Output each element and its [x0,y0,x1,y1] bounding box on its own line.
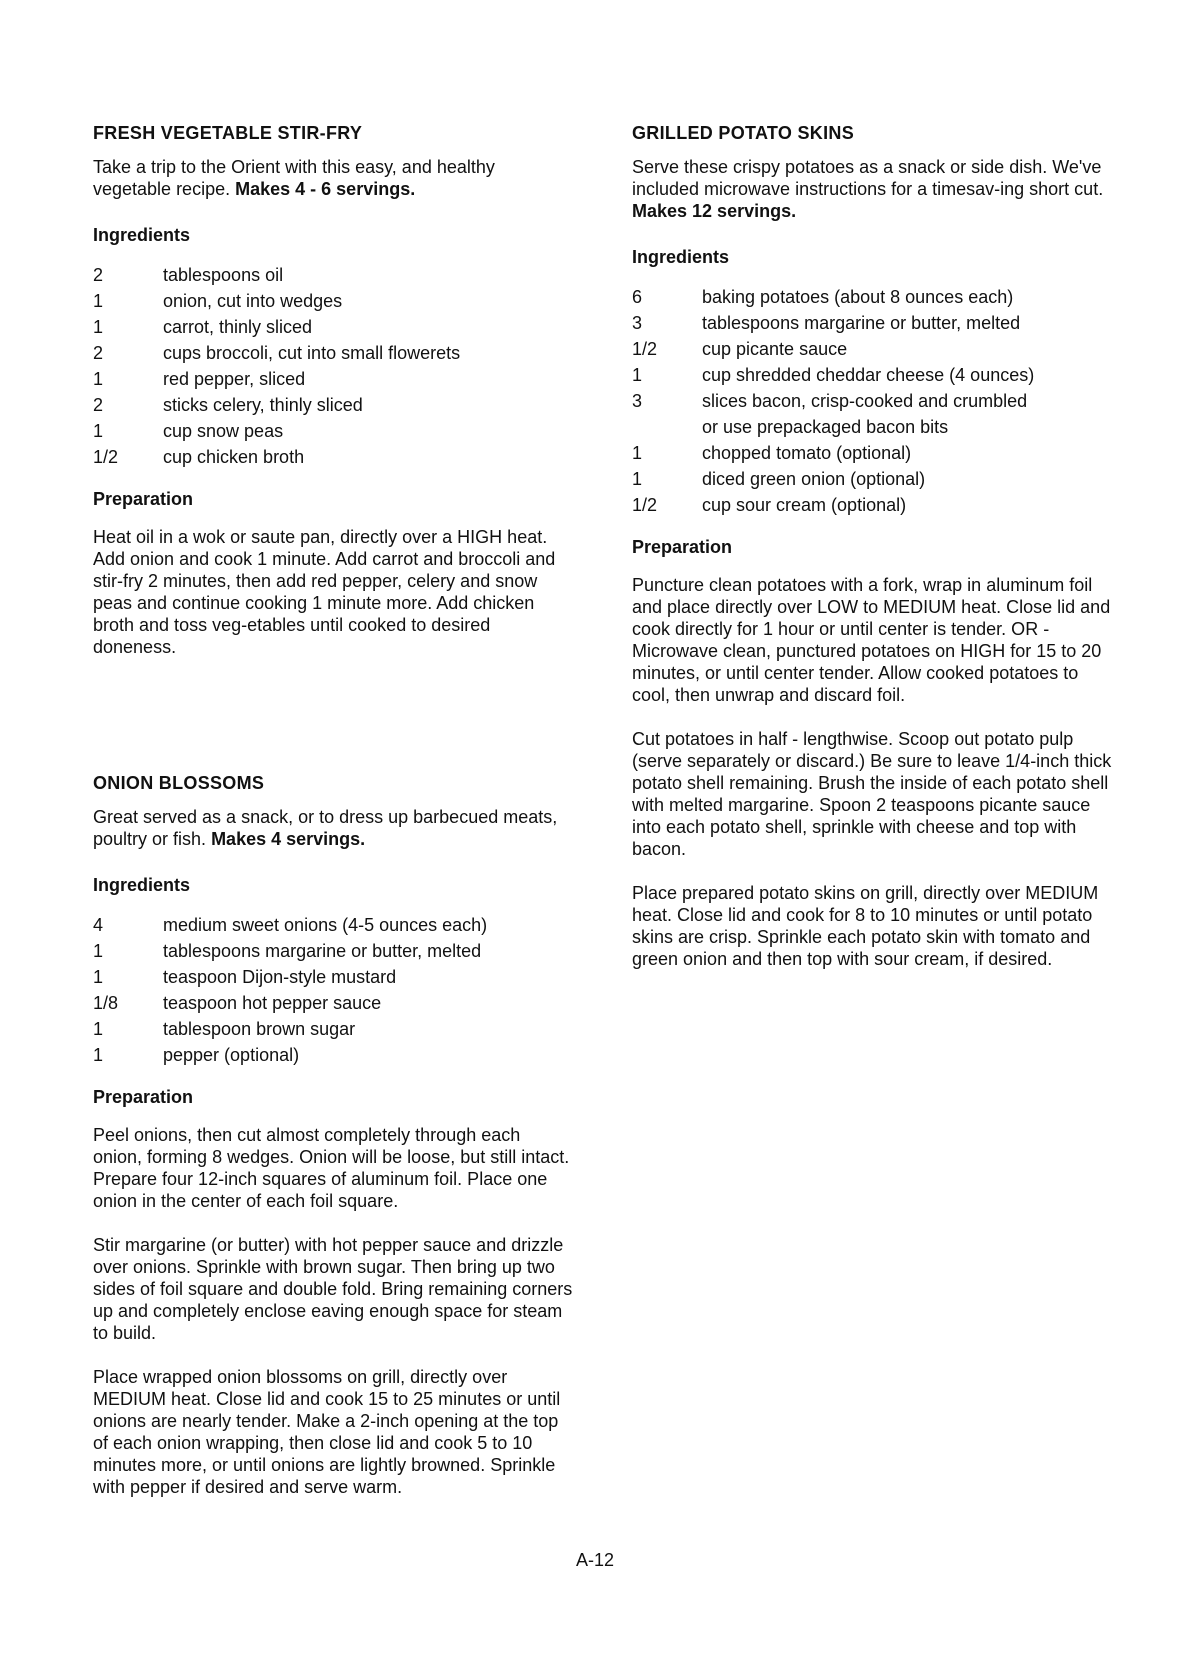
ingredient-description: teaspoon Dijon-style mustard [163,967,397,987]
recipe-intro: Serve these crispy potatoes as a snack or side dish. We've included microwave instructions for a timesav-ing short cut. Makes 12 servings. [632,157,1104,221]
right-column [632,122,1112,992]
recipe-title: GRILLED POTATO SKINS [632,123,855,143]
ingredients-heading: Ingredients [632,247,730,267]
ingredient-quantity: 1 [93,369,104,389]
ingredient-row [93,990,573,1016]
preparation-paragraph: Cut potatoes in half - lengthwise. Scoop out potato pulp (serve separately or discard.) Be sure to leave 1/4-inch thick potato shell remaining. Brush the inside of each potato shell with melted margarine. Spoon 2 teaspoons picante sauce into each potato shell, sprinkle with cheese and top with bacon. [632,729,1112,859]
servings: Makes 12 servings. [632,201,797,221]
ingredient-row [93,964,573,990]
ingredient-quantity: 2 [93,395,104,415]
ingredient-description: teaspoon hot pepper sauce [163,993,382,1013]
ingredient-quantity: 1 [632,469,643,489]
ingredient-description: cups broccoli, cut into small flowerets [163,343,461,363]
ingredient-quantity: 1 [93,317,104,337]
ingredient-description: or use prepackaged bacon bits [702,417,949,437]
ingredient-description: chopped tomato (optional) [702,443,912,463]
ingredients-heading: Ingredients [93,225,191,245]
ingredient-row [632,466,1112,492]
recipe-onion [93,772,573,1498]
ingredient-row [93,340,573,366]
ingredient-description: cup shredded cheddar cheese (4 ounces) [702,365,1035,385]
ingredient-quantity: 1 [632,365,643,385]
servings: Makes 4 - 6 servings. [235,179,416,199]
ingredient-quantity: 2 [93,265,104,285]
ingredient-row [93,938,573,964]
ingredient-description: cup picante sauce [702,339,848,359]
preparation-heading: Preparation [632,537,733,557]
ingredient-quantity: 1 [632,443,643,463]
left-column [93,122,573,1520]
ingredient-quantity: 1 [93,421,104,441]
ingredient-quantity: 1/2 [93,447,119,467]
preparation-paragraph: Peel onions, then cut almost completely through each onion, forming 8 wedges. Onion will be loose, but still intact. Prepare four 12-inch squares of aluminum foil. Place one onion in the center of each foil square. [93,1125,570,1211]
preparation-text [93,1124,573,1498]
ingredient-description: sticks celery, thinly sliced [163,395,363,415]
preparation-paragraph: Place prepared potato skins on grill, directly over MEDIUM heat. Close lid and cook for 8 to 10 minutes or until potato skins are crisp. Sprinkle each potato skin with tomato and green onion and then top with sour cream, if desired. [632,883,1099,969]
ingredient-row [632,362,1112,388]
ingredient-row [632,284,1112,310]
ingredient-row [632,440,1112,466]
ingredient-description: cup chicken broth [163,447,305,467]
ingredients-list [93,262,573,470]
ingredient-row [632,414,1112,440]
ingredient-description: cup sour cream (optional) [702,495,907,515]
ingredient-description: carrot, thinly sliced [163,317,313,337]
recipe-potato [632,122,1112,970]
ingredient-description: slices bacon, crisp-cooked and crumbled [702,391,1028,411]
ingredient-description: red pepper, sliced [163,369,306,389]
recipe-stirfry [93,122,573,658]
ingredient-quantity: 1 [93,1045,104,1065]
ingredient-quantity: 6 [632,287,643,307]
ingredient-quantity: 2 [93,343,104,363]
preparation-paragraph: Stir margarine (or butter) with hot pepper sauce and drizzle over onions. Sprinkle with brown sugar. Then bring up two sides of foil square and double fold. Bring remaining corners up and completely enclose eaving enough space for steam to build. [93,1235,573,1343]
ingredient-row [632,492,1112,518]
preparation-heading: Preparation [93,1087,194,1107]
ingredient-description: tablespoon brown sugar [163,1019,356,1039]
recipe-intro: Great served as a snack, or to dress up barbecued meats, poultry or fish. Makes 4 servings. [93,807,558,849]
ingredient-quantity: 1 [93,941,104,961]
ingredient-row [632,336,1112,362]
preparation-paragraph: Puncture clean potatoes with a fork, wrap in aluminum foil and place directly over LOW to MEDIUM heat. Close lid and cook directly for 1 hour or until center is tender. OR - Microwave clean, punctured potatoes on HIGH for 15 to 20 minutes, or until center tender. Allow cooked potatoes to cool, then unwrap and discard foil. [632,575,1111,705]
ingredient-row [632,388,1112,414]
preparation-paragraph: Heat oil in a wok or saute pan, directly over a HIGH heat. Add onion and cook 1 minute. Add carrot and broccoli and stir-fry 2 minutes, then add red pepper, celery and snow peas and continue cooking 1 minute more. Add chicken broth and toss veg-etables until cooked to desired doneness. [93,527,556,657]
ingredient-row [93,262,573,288]
ingredient-description: tablespoons margarine or butter, melted [163,941,482,961]
ingredients-list [632,284,1112,518]
ingredient-quantity [632,414,702,440]
preparation-paragraph: Place wrapped onion blossoms on grill, directly over MEDIUM heat. Close lid and cook 15 to 25 minutes or until onions are nearly tender. Make a 2-inch opening at the top of each onion wrapping, then close lid and cook 5 to 10 minutes more, or until onions are lightly browned. Sprinkle with pepper if desired and serve warm. [93,1367,561,1497]
preparation-heading: Preparation [93,489,194,509]
ingredient-row [93,314,573,340]
ingredient-quantity: 4 [93,915,104,935]
ingredients-heading: Ingredients [93,875,191,895]
ingredient-row [93,366,573,392]
ingredient-description: diced green onion (optional) [702,469,926,489]
ingredient-quantity: 1/2 [632,495,658,515]
ingredient-description: baking potatoes (about 8 ounces each) [702,287,1014,307]
ingredient-quantity: 1 [93,1019,104,1039]
ingredient-row [93,288,573,314]
preparation-text [632,574,1112,970]
ingredient-quantity: 1 [93,967,104,987]
ingredient-quantity: 1 [93,291,104,311]
ingredient-row [93,912,573,938]
ingredient-row [93,444,573,470]
ingredient-row [93,418,573,444]
recipe-title: ONION BLOSSOMS [93,773,265,793]
servings: Makes 4 servings. [211,829,366,849]
recipe-title: FRESH VEGETABLE STIR-FRY [93,123,363,143]
ingredient-description: tablespoons margarine or butter, melted [702,313,1021,333]
ingredient-row [93,1016,573,1042]
ingredient-quantity: 3 [632,391,643,411]
ingredient-row [93,1042,573,1068]
ingredient-quantity: 1/2 [632,339,658,359]
preparation-text [93,526,573,658]
recipe-intro: Take a trip to the Orient with this easy, and healthy vegetable recipe. Makes 4 - 6 servings. [93,157,495,199]
ingredient-quantity: 1/8 [93,993,119,1013]
ingredient-quantity: 3 [632,313,643,333]
ingredient-row [632,310,1112,336]
ingredient-description: medium sweet onions (4-5 ounces each) [163,915,488,935]
page-number: A-12 [575,1550,615,1570]
ingredient-description: tablespoons oil [163,265,284,285]
ingredient-description: cup snow peas [163,421,284,441]
ingredient-description: onion, cut into wedges [163,291,343,311]
ingredient-description: pepper (optional) [163,1045,300,1065]
ingredient-row [93,392,573,418]
ingredients-list [93,912,573,1068]
